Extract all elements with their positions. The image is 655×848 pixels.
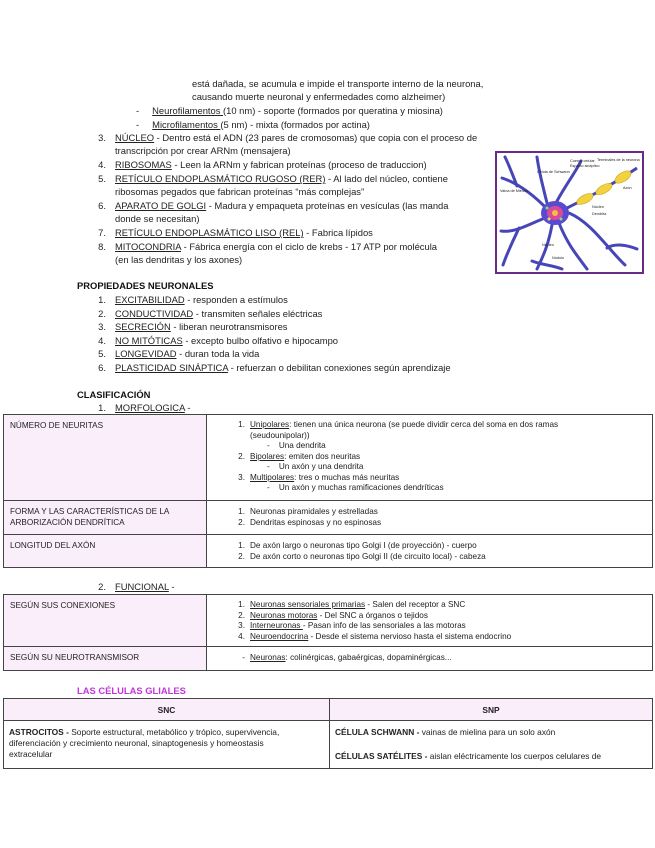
figure-label: Nódulo bbox=[552, 256, 565, 260]
propiedades-list bbox=[88, 293, 568, 374]
organelle-list bbox=[88, 131, 498, 267]
continuation-line-2: causando muerte neuronal y enfermedades como alzheimer) bbox=[192, 91, 446, 102]
list-item: 3. SECRECIÓN - liberan neurotransmisores bbox=[98, 321, 288, 332]
table-cell: NÚMERO DE NEURITAS bbox=[4, 415, 207, 501]
neuron-figure bbox=[495, 151, 644, 274]
list-item: 4. RIBOSOMAS - Leen la ARNm y fabrican proteínas (proceso de traduccion) bbox=[98, 159, 427, 170]
list-item: 7. RETÍCULO ENDOPLASMÁTICO LISO (REL) - Fabrica lípidos bbox=[98, 227, 373, 238]
figure-label: Cuerpo celular bbox=[570, 159, 595, 163]
table-cell: 1. Neuronas piramidales y estrelladas 2. Dendritas espinosas y no espinosas bbox=[207, 501, 653, 535]
neuron-illustration bbox=[497, 153, 642, 272]
table-cell: LONGITUD DEL AXÓN bbox=[4, 535, 207, 568]
list-item: 1. EXCITABILIDAD - responden a estímulos bbox=[98, 294, 288, 305]
figure-label: Terminales de la neurona bbox=[597, 158, 640, 162]
morfologica-table bbox=[3, 414, 653, 568]
figure-label: Axón bbox=[623, 186, 632, 190]
list-item: 6. PLASTICIDAD SINÁPTICA - refuerzan o debilitan conexiones según aprendizaje bbox=[98, 361, 451, 373]
funcional-table bbox=[3, 594, 653, 671]
table-cell: - Neuronas: colinérgicas, gabaérgicas, dopaminérgicas... bbox=[207, 647, 653, 671]
neurofilamentos-item: - Neurofilamentos (10 nm) - soporte (formados por queratina y miosina) bbox=[136, 105, 443, 116]
table-cell: ASTROCITOS - Soporte estructural, metabólico y trópico, supervivencia, diferenciación y crecimiento neuronal, sinaptogenesis y homeostasis extracelular bbox=[4, 721, 330, 769]
figure-label: Espacio sináptico bbox=[570, 164, 600, 168]
clasificacion-heading: CLASIFICACIÓN bbox=[77, 389, 151, 400]
figure-label: Dendrita bbox=[592, 212, 607, 216]
funcional-heading: FUNCIONAL - bbox=[115, 581, 175, 592]
table-header: SNC bbox=[4, 699, 330, 721]
table-cell: SEGÚN SU NEUROTRANSMISOR bbox=[4, 647, 207, 671]
list-item: 6. APARATO DE GOLGI - Madura y empaqueta proteínas en vesículas (las manda donde se necesitan) bbox=[98, 200, 449, 224]
list-item: 5. LONGEVIDAD - duran toda la vida bbox=[98, 348, 260, 359]
list-item: 5. RETÍCULO ENDOPLASMÁTICO RUGOSO (RER) - Al lado del núcleo, contiene ribosomas pegados que fabrican proteínas “más complejas” bbox=[98, 173, 448, 197]
list-item: 3. NÚCLEO - Dentro está el ADN (23 pares de cromosomas) que copia con el proceso de transcripción por crear ARNm (mensajera) bbox=[98, 132, 478, 156]
list-item: 4. NO MITÓTICAS - excepto bulbo olfativo e hipocampo bbox=[98, 334, 339, 346]
microfilamentos-item: - Microfilamentos (5 nm) - mixta (formados por actina) bbox=[136, 119, 370, 130]
table-cell: FORMA Y LAS CARACTERÍSTICAS DE LA ARBORIZACIÓN DENDRÍTICA bbox=[4, 501, 207, 535]
list-item: 8. MITOCONDRIA - Fábrica energía con el ciclo de krebs - 17 ATP por molécula (en las dendritas y los axones) bbox=[98, 241, 438, 265]
microfilamentos-term: Microfilamentos bbox=[152, 119, 221, 130]
table-cell: 1. De axón largo o neuronas tipo Golgi I (de proyección) - cuerpo 2. De axón corto o neuronas tipo Golgi II (de circuito local) - cabeza bbox=[207, 535, 653, 568]
figure-label: Núcleo bbox=[592, 205, 604, 209]
figure-label: Célula de Schwann bbox=[537, 170, 570, 174]
table-cell: CÉLULA SCHWANN - vainas de mielina para un solo axón CÉLULAS SATÉLITES - aislan eléctricamente los cuerpos celulares de bbox=[330, 721, 653, 769]
table-cell: 1. Neuronas sensoriales primarias - Salen del receptor a SNC 2. Neuronas motoras - Del SNC a órganos o tejidos 3. Interneuronas - Pasan info de las sensoriales a las motoras 4. Neuroendocrina - Desde el sistema nervioso hasta el sistema endocrino bbox=[207, 595, 653, 647]
figure-label: Vaina de Mielina bbox=[500, 189, 528, 193]
figure-label: Núcleo bbox=[542, 243, 554, 247]
glia-table bbox=[3, 698, 653, 769]
table-header: SNP bbox=[330, 699, 653, 721]
list-item: 2. CONDUCTIVIDAD - transmiten señales eléctricas bbox=[98, 307, 323, 319]
neurofilamentos-term: Neurofilamentos bbox=[152, 105, 224, 116]
continuation-line-1: está dañada, se acumula e impide el transporte interno de la neurona, bbox=[192, 78, 484, 89]
table-cell: SEGÚN SUS CONEXIONES bbox=[4, 595, 207, 647]
table-cell: 1. Unipolares: tienen una única neurona (se puede dividir cerca del soma en dos ramas (seudounipolar)) - Una dendrita 2. Bipolares: emiten dos neuritas - Un axón y una dendrita 3. Multipolares: tres o muchas más neuritas - Un axón y muchas ramificaciones dendríticas bbox=[207, 415, 653, 501]
morfologica-heading: MORFOLOGICA - bbox=[115, 402, 191, 413]
propiedades-heading: PROPIEDADES NEURONALES bbox=[77, 280, 214, 291]
glia-heading: LAS CÉLULAS GLIALES bbox=[77, 685, 186, 696]
